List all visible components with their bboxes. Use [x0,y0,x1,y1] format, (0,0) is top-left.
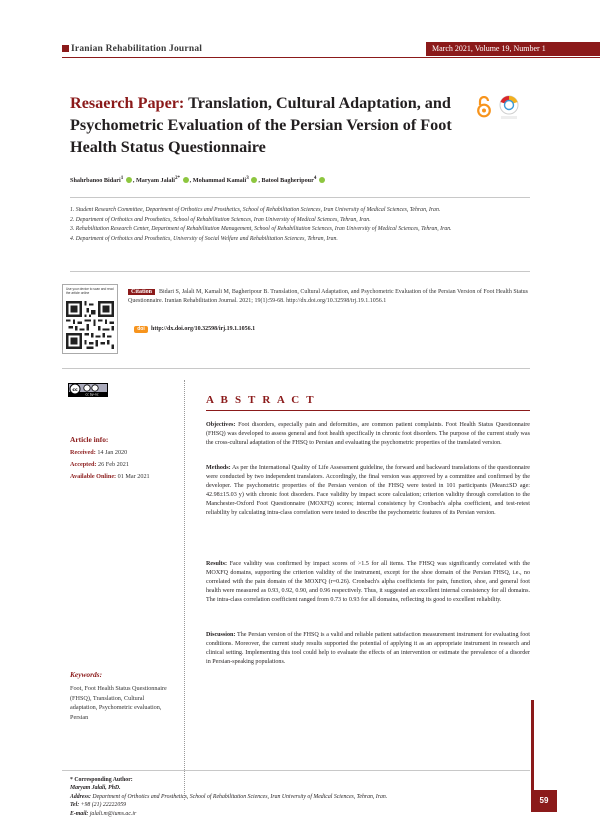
qr-caption: Use your device to scan and read the article online [66,287,114,295]
keywords-text: Foot, Foot Health Status Questionnaire (FHSQ), Translation, Cultural adaptation, Psychometric evaluation, Persian [70,685,167,721]
divider [62,770,530,771]
corresponding-address: Address: Department of Orthotics and Prosthetics, School of Rehabilitation Sciences, Iran University of Medical Sciences, Tehran, Iran. [70,793,388,800]
corresponding-heading: * Corresponding Author: [70,777,133,783]
journal-name: Iranian Rehabilitation Journal [62,44,202,54]
divider [70,271,530,272]
page-edge-bar [531,700,534,790]
abstract-results: Results: Face validity was confirmed by impact scores of >1.5 for all items. The FHSQ was significantly correlated with the MOXFQ domains, supporting the criterion validity of the instrument, except for the shoe domain of the Persian FHSQ, i.e., no correlated with the pain domain of the MOXFQ (r=0.26). Cronbach's alpha coefficients for pain, function, shoe, and general foot health were measured as 0.93, 0.92, 0.90, and 0.96 respectively. Thus, it suggested an excellent internal consistency for all domains. The intra-class correlation coefficient ranged from 0.73 to 0.93 for all domains, reflecting its good to excellent reliability. [206,561,530,603]
issue-label: March 2021, Volume 19, Number 1 [426,42,600,56]
citation-block [128,288,530,307]
paper-type: Resaerch Paper: [70,94,185,112]
author-list: Shahrbanoo Bidari$^1$ , Maryam Jalali$^{2*}$ , Mohammad Kamali$^3$ , Batool Bagheripour$^4$ [70,175,530,184]
received-date: Received: 14 Jan 2020 [70,449,128,456]
doi-link[interactable]: http://dx.doi.org/10.32598/irj.19.1.1056.1 [151,326,256,332]
divider [70,197,530,198]
affiliation: 2. Department of Orthotics and Prosthetics, School of Rehabilitation Sciences, Iran University of Medical Sciences, Tehran, Iran. [70,216,371,223]
orcid-icon[interactable] [319,177,325,183]
author-name: Mohammad Kamali [192,177,247,185]
abstract-heading: A B S T R A C T [206,394,316,406]
citation-label: Citation [128,289,155,295]
cc-license-icon[interactable] [68,383,108,397]
orcid-icon[interactable] [183,177,189,183]
abstract-methods: Methods: As per the International Quality of Life Assessment guideline, the forward and backward translations of the questionnaire were conducted by two independent translators. Accordingly, the final version was approved by a committee and confirmed by the developer. The psychometric properties of the Persian version of the FHSQ were tested in 101 participants (Mean±SD age: 42.98±15.03 y) with chronic foot disorders. Face validity by impact score calculation; criterion validity through correlation to the Manchester-Oxford Foot Questionnaire (MOXFQ) scores; internal consistency by Cronbach's alpha coefficient, and test-retest reliability by calculating intra-class correlation were tested to describe the psychometric features of its Persian version. [206,465,530,516]
doi-icon: doi [134,326,148,333]
affiliation: 4. Department of Orthotics and Prosthetics, University of Social Welfare and Rehabilitation Sciences, Tehran, Iran. [70,235,338,242]
abstract-objectives: Objectives: Foot disorders, especially pain and deformities, are common patient complaints. Foot Health Status Questionnaire (FHSQ) was developed to assess general and foot health specifically in chronic foot disorders. The purpose of the current study was the cross-cultural adaptation of the FHSQ to Persian and evaluating the psychometric properties of the translated version. [206,422,530,446]
paper-title [70,92,482,158]
corresponding-name: Maryam Jalali, PhD. [70,785,121,792]
qr-code-icon[interactable] [66,301,114,349]
crossmark-icon[interactable] [497,95,521,121]
orcid-icon[interactable] [126,177,132,183]
page-number: 59 [531,790,557,812]
article-info-heading: Article info: [70,435,109,444]
corresponding-author [70,776,530,818]
corresponding-email[interactable]: E-mail: jalali.m@iums.ac.ir [70,810,137,817]
divider [62,368,530,369]
citation-text: Bidari S, Jalali M, Kamali M, Bagheripour B. Translation, Cultural Adaptation, and Psychometric Evaluation of the Persian Version of Foot Health Status Questionnaire. Iranian Rehabilitation Journal. 2021; 19(1):59-68. http://dx.doi.org/10.32598/irj.19.1.1056.1 [128,289,529,305]
author-name: Maryam Jalali [135,177,175,185]
affiliation: 1. Student Research Committee, Department of Orthotics and Prosthetics, School of Rehabilitation Sciences, Iran University of Medical Sciences, Tehran, Iran. [70,207,441,213]
affiliations [70,206,530,244]
corresponding-tel: Tel: +98 (21) 22222059 [70,802,127,809]
keywords-heading: Keywords: [70,670,103,679]
author-name: Shahrbanoo Bidari [70,177,121,185]
column-separator [184,380,185,800]
author-name: Batool Bagheripour [261,177,314,185]
cc-license-text: cc by-nc [85,392,99,397]
title-text: Translation, Cultural Adaptation, and Psychometric Evaluation of the Persian Version of Foot Health Status Questionnaire [70,94,452,156]
affiliation: 3. Rehabilitation Research Center, Department of Rehabilitation Management, School of Rehabilitation Sciences, Iran University of Medical Sciences, Tehran, Iran. [70,226,452,233]
orcid-icon[interactable] [251,177,257,183]
abstract-rule [206,410,530,411]
doi-line[interactable] [134,326,255,333]
svg-text:cc: cc [72,387,78,393]
online-date: Available Online: 01 Mar 2021 [70,473,150,480]
accepted-date: Accepted: 26 Feb 2021 [70,461,129,468]
header-rule [62,57,600,58]
open-access-icon [476,96,492,118]
abstract-discussion: Discussion: The Persian version of the FHSQ is a valid and reliable patient satisfaction measurement instrument for evaluating foot conditions. Moreover, the current study results supported the potential of applying it as an appropriate instrument in research and clinical setting. Implementing this tool could help to evaluate the effects of an intervention or estimate the prevalence of a disorder in Persian-speaking populations. [206,632,530,665]
